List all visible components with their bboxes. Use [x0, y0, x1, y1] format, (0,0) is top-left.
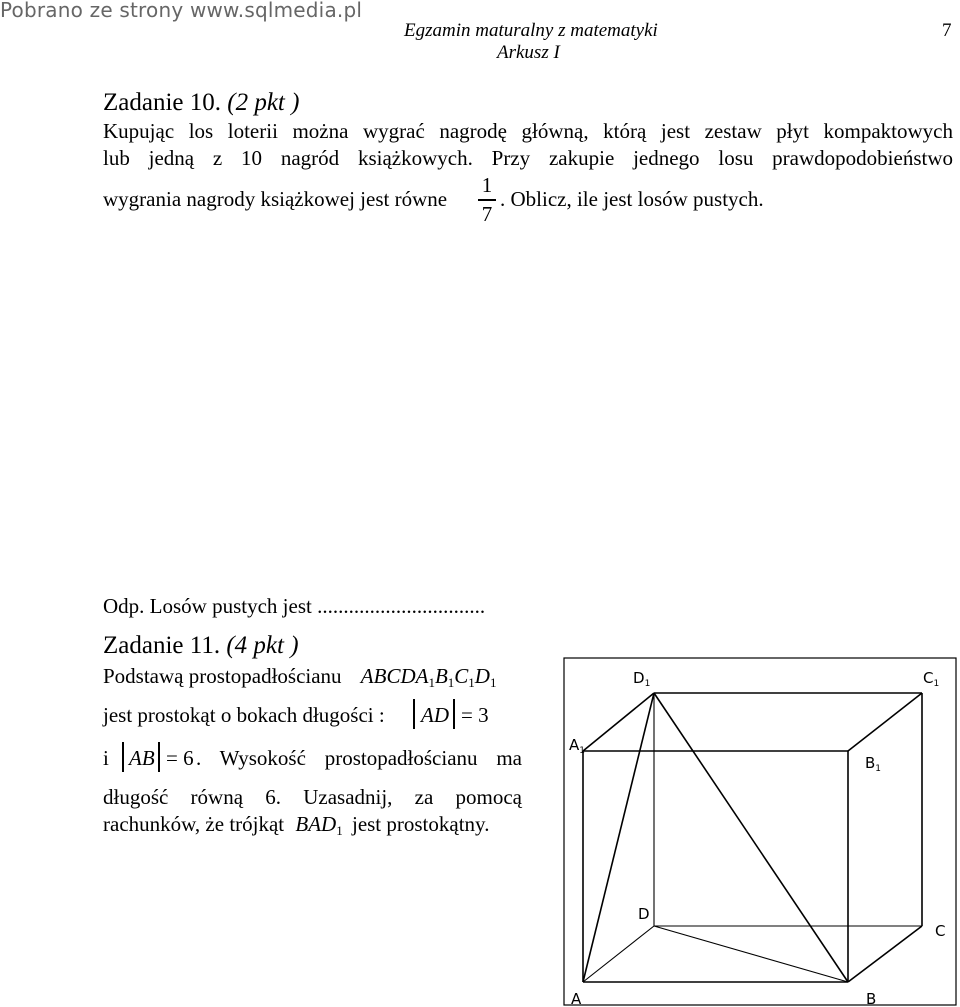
- diag-b-d1: [654, 693, 848, 982]
- task11-line5-after: jest prostokątny.: [351, 812, 490, 836]
- label-c1: $C_1$: [923, 669, 940, 689]
- task11-line1-text: Podstawą prostopadłościanu: [103, 664, 342, 688]
- ab-value: = 6: [166, 746, 194, 770]
- figure-frame: [564, 658, 956, 1005]
- watermark: Pobrano ze strony www.sqlmedia.pl: [0, 0, 363, 22]
- label-d1: $D_1$: [633, 669, 651, 689]
- segment-ab: AB: [129, 746, 155, 770]
- task11-line4: długość równą 6. Uzasadnij, za pomocą: [103, 785, 522, 809]
- task11-line3-pre: i: [103, 746, 109, 770]
- edge-b1-c1: [848, 693, 922, 751]
- label-b1: $B_1$: [865, 754, 882, 774]
- task11-title: [103, 632, 299, 660]
- task11-line5-text: rachunków, że trójkąt: [103, 812, 285, 836]
- label-a1: $A_1$: [569, 736, 585, 756]
- task10-line1: Kupując los loterii można wygrać nagrodę główną, którą jest zestaw płyt kompaktowych: [103, 119, 953, 143]
- fraction-numerator: 1: [481, 173, 493, 197]
- fraction-bar: [478, 199, 496, 201]
- task10-points: (2 pkt ): [227, 89, 300, 116]
- edge-a-d: [583, 926, 654, 982]
- abs-bar-left: [413, 699, 415, 729]
- abs-bar-left-ab: [122, 742, 124, 772]
- task11-line3-text: . Wysokość prostopadłościanu ma: [196, 746, 522, 770]
- label-a: A: [571, 990, 582, 1007]
- label-b: B: [866, 990, 877, 1007]
- abs-bar-right: [453, 699, 455, 729]
- task10-line2: lub jedną z 10 nagród książkowych. Przy zakupie jednego losu prawdopodobieństwo: [103, 146, 953, 170]
- task11-line1: [103, 664, 496, 691]
- task10-title: [103, 89, 299, 117]
- sheet-label: Arkusz I: [497, 42, 560, 63]
- label-c: C: [935, 922, 946, 940]
- diag-a-d1: [583, 693, 654, 982]
- cuboid-name: $ABCDA_1B_1C_1D_1$: [360, 664, 497, 690]
- task10-title-main: Zadanie 10.: [103, 89, 222, 116]
- segment-ad: AD: [421, 703, 449, 727]
- task10-answer: Odp. Losów pustych jest ................................: [103, 594, 486, 618]
- cuboid-figure: [560, 652, 960, 1007]
- edge-a1-d1: [583, 693, 654, 751]
- diag-d-b: [654, 926, 848, 982]
- label-d: D: [638, 905, 650, 923]
- task10-line3-before: wygrania nagrody książkowej jest równe: [103, 187, 448, 211]
- ad-value: = 3: [461, 703, 489, 727]
- abs-bar-right-ab: [158, 742, 160, 772]
- page-number: 7: [942, 20, 952, 41]
- triangle-name: $BAD_1$: [295, 812, 343, 838]
- task11-line5: [103, 812, 489, 839]
- edge-b-c: [848, 926, 922, 982]
- exam-title: Egzamin maturalny z matematyki: [404, 20, 658, 41]
- task11-points: (4 pkt ): [226, 632, 299, 659]
- fraction-denominator: 7: [481, 202, 493, 226]
- task11-line2-text: jest prostokąt o bokach długości :: [103, 703, 385, 727]
- task10-line3-after: . Oblicz, ile jest losów pustych.: [500, 187, 764, 211]
- task11-title-main: Zadanie 11.: [103, 632, 221, 659]
